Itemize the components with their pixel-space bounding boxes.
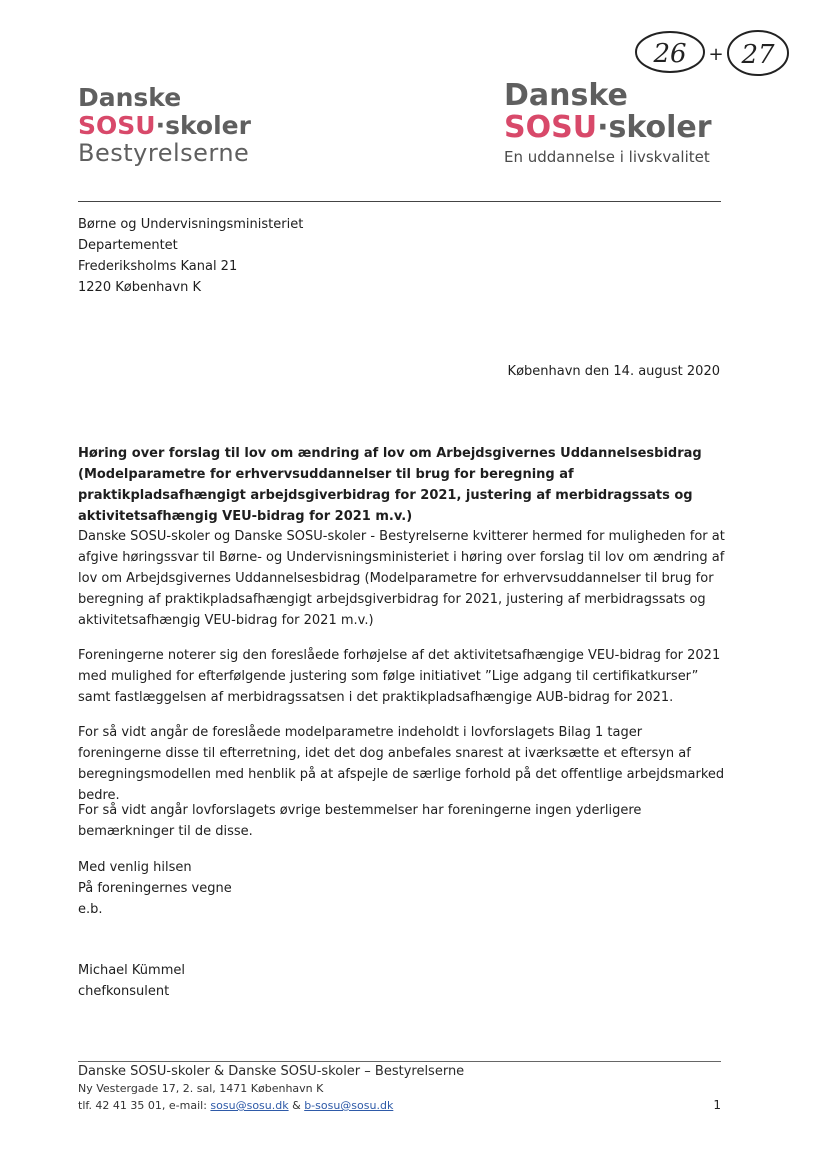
logo-left-sosu-skoler: SOSU·skoler [78, 111, 251, 140]
annotation-right-number: 27 [741, 40, 775, 70]
logo-bestyrelserne [78, 85, 251, 165]
annotation-plus: + [708, 44, 724, 65]
footer-divider [78, 1061, 721, 1062]
body-paragraph: For så vidt angår lovforslagets øvrige bestemmelser har foreningerne ingen yderligere bemærkninger til de disse. [78, 803, 642, 839]
header-divider [78, 201, 721, 202]
annotation-left-number: 26 [653, 39, 687, 69]
closing [78, 857, 232, 920]
closing-line: e.b. [78, 902, 103, 917]
recipient-address [78, 214, 303, 298]
page-number: 1 [713, 1098, 721, 1112]
email-link-sosu[interactable]: sosu@sosu.dk [210, 1099, 289, 1112]
logo-left-bestyrelserne: Bestyrelserne [78, 139, 250, 167]
logo-right-sosu-skoler: SOSU·skoler [504, 110, 712, 145]
letter-subject: Høring over forslag til lov om ændring af lov om Arbejdsgivernes Uddannelsesbidrag (Modelparametre for erhvervsuddannelser til brug for beregning af praktikpladsafhængigt arbejdsgiverbidrag for 2021, justering af merbidragssats og aktivitetsafhængig VEU-bidrag for 2021 m.v.) [78, 446, 702, 524]
signature-block [78, 960, 185, 1002]
logo-right-tagline: En uddannelse i livskvalitet [504, 148, 710, 166]
signature-title: chefkonsulent [78, 984, 170, 999]
logo-left-danske: Danske [78, 83, 182, 112]
closing-line: På foreningernes vegne [78, 881, 232, 896]
footer-organisation: Danske SOSU-skoler & Danske SOSU-skoler – Bestyrelserne [78, 1064, 465, 1079]
closing-line: Med venlig hilsen [78, 860, 192, 875]
address-line: Frederiksholms Kanal 21 [78, 259, 238, 274]
letter-date: København den 14. august 2020 [507, 364, 720, 379]
handwritten-page-annotation [628, 22, 798, 82]
address-line: 1220 København K [78, 280, 201, 295]
logo-danske-sosu-skoler [504, 78, 712, 166]
body-paragraph: Foreningerne noterer sig den foreslåede forhøjelse af det aktivitetsafhængige VEU-bidrag for 2021 med mulighed for efterfølgende justering som følge initiativet ”Lige adgang til certifikatkurser” samt fastlæggelsen af merbidragssatsen i det praktikpladsafhængige AUB-bidrag for 2021. [78, 648, 721, 705]
footer-phone: tlf. 42 41 35 01, e-mail: [78, 1099, 207, 1112]
signature-name: Michael Kümmel [78, 963, 185, 978]
address-line: Departementet [78, 238, 178, 253]
email-link-b-sosu[interactable]: b-sosu@sosu.dk [304, 1099, 394, 1112]
footer-ampersand: & [292, 1099, 301, 1112]
footer-address: Ny Vestergade 17, 2. sal, 1471 København K [78, 1082, 324, 1095]
logo-right-danske: Danske [504, 78, 628, 113]
footer-contact [78, 1099, 393, 1113]
address-line: Børne og Undervisningsministeriet [78, 217, 304, 232]
body-paragraph: Danske SOSU-skoler og Danske SOSU-skoler - Bestyrelserne kvitterer hermed for muligheden for at afgive høringssvar til Børne- og Undervisningsministeriet i høring over forslag til lov om ændring af lov om Arbejdsgivernes Uddannelsesbidrag (Modelparametre for erhvervsuddannelser til brug for beregning af praktikpladsafhængigt arbejdsgiverbidrag for 2021, justering af merbidragssats og aktivitetsafhængig VEU-bidrag for 2021 m.v.) [78, 529, 725, 628]
body-paragraph: For så vidt angår de foreslåede modelparametre indeholdt i lovforslagets Bilag 1 tager foreningerne disse til efterretning, idet det dog anbefales snarest at iværksætte et eftersyn af beregningsmodellen med henblik på at afspejle de særlige forhold på det offentlige arbejdsmarked bedre. [78, 725, 725, 803]
